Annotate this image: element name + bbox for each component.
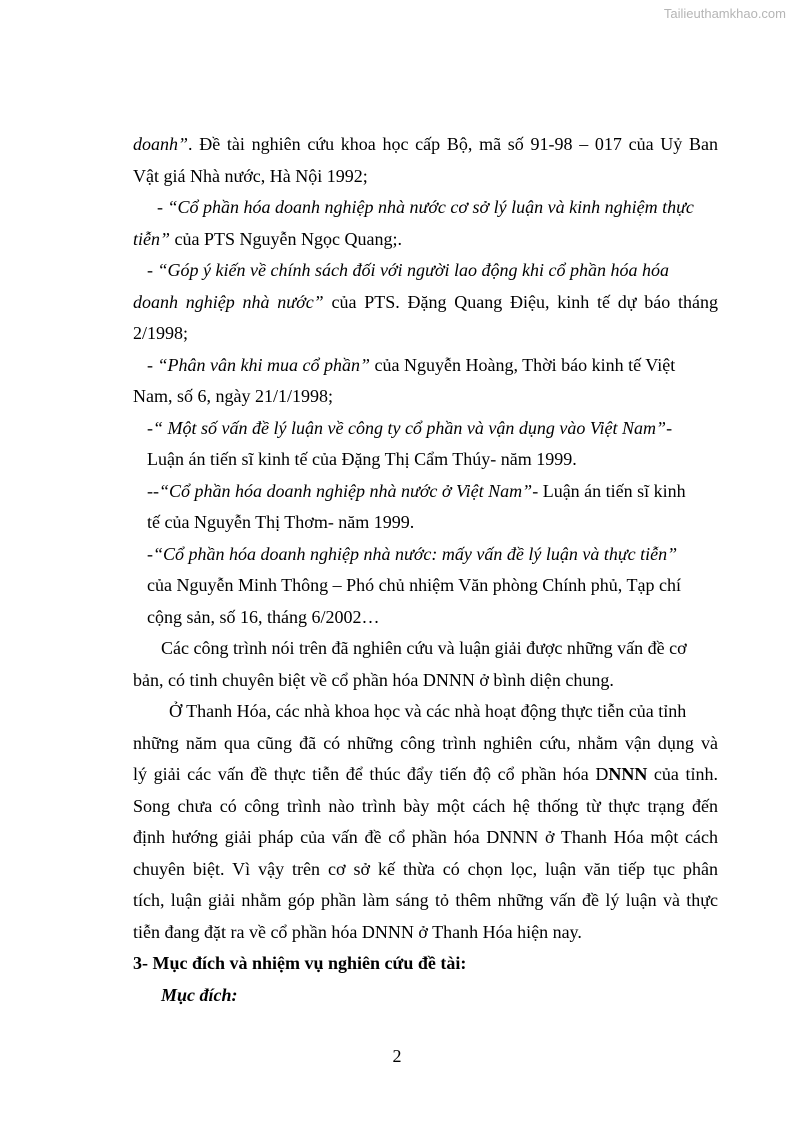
line-text: bản, có tinh chuyên biệt về cổ phần hóa DNNN ở bình diện chung. [133,669,614,690]
line-text: tiễn đang đặt ra về cổ phần hóa DNNN ở Thanh Hóa hiện nay. [133,921,582,942]
line-text: - Luận án tiến sĩ kinh [532,480,686,501]
line-text: Ở Thanh Hóa, các nhà khoa học và các nhà hoạt động thực tiễn của tỉnh [169,701,687,721]
line-text: Các công trình nói trên đã nghiên cứu và luận giải được những vấn đề cơ [161,638,687,658]
italic-title: “ Một số vấn đề lý luận về công ty cổ phần và vận dụng vào Việt Nam” [153,417,667,438]
italic-title: “Cổ phần hóa doanh nghiệp nhà nước ở Việt Nam” [159,480,533,501]
text-line [133,287,718,319]
text-line [133,381,718,413]
list-dash: - [147,354,158,375]
text-line [133,161,718,193]
text-line [133,318,718,350]
text-line [133,413,718,445]
section-subheading [133,980,718,1012]
line-text: của PTS. Đặng Quang Điệu, kinh tế dự báo tháng [323,291,718,312]
line-text: Song chưa có công trình nào trình bày một cách hệ thống từ thực trạng đến [133,795,718,816]
watermark-text: Tailieuthamkhao.com [663,6,786,21]
text-line [133,129,718,161]
line-text: Luận án tiến sĩ kinh tế của Đặng Thị Cẩm Thúy- năm 1999. [147,449,577,469]
bold-text: NNN [608,764,648,784]
text-line [133,633,718,665]
text-line [133,224,718,256]
list-dash: - [157,197,168,217]
line-text: của Nguyễn Minh Thông – Phó chủ nhiệm Văn phòng Chính phủ, Tạp chí [147,575,681,595]
line-text: của Nguyễn Hoàng, Thời báo kinh tế Việt [369,354,676,375]
line-text: 2/1998; [133,323,189,343]
text-line [133,350,718,382]
line-text: Nam, số 6, ngày 21/1/1998; [133,386,333,406]
text-line [133,255,718,287]
line-text: Vật giá Nhà nước, Hà Nội 1992; [133,165,368,186]
italic-title: “Cổ phần hóa doanh nghiệp nhà nước cơ sở lý luận và kinh nghiệm thực [167,197,694,217]
italic-title: “Cổ phần hóa doanh nghiệp nhà nước: mấy vấn đề lý luận và thực tiễn” [153,543,678,564]
text-line [133,728,718,760]
text-line [133,476,718,508]
italic-title: “Phân vân khi mua cổ phần” [157,354,370,375]
italic-title: “Góp ý kiến về chính sách đối với người lao động khi cổ phần hóa hóa [157,260,669,280]
text-line [133,759,718,791]
line-text: cộng sản, số 16, tháng 6/2002… [147,606,380,627]
list-dash: - [147,543,153,564]
line-text: chuyên biệt. Vì vậy trên cơ sở kế thừa có chọn lọc, luận văn tiếp tục phân [133,858,718,879]
text-line [133,665,718,697]
subheading-text: Mục đích: [161,984,238,1005]
line-text: lý giải các vấn đề thực tiễn để thúc đẩy tiến độ cổ phần hóa D [133,764,609,784]
line-text: tế của Nguyễn Thị Thơm- năm 1999. [147,512,415,532]
list-dash: - [147,260,158,280]
list-dash: -- [147,480,159,501]
text-line [133,854,718,886]
line-text: định hướng giải pháp của vấn đề cổ phần hóa DNNN ở Thanh Hóa một cách [133,827,718,847]
italic-title: tiễn” [133,228,171,249]
italic-title: doanh” [133,134,189,154]
text-line [133,696,718,728]
line-text: . Đề tài nghiên cứu khoa học cấp Bộ, mã số 91-98 – 017 của Uỷ Ban [188,134,718,154]
text-line [133,822,718,854]
text-line [133,791,718,823]
section-heading: 3- Mục đích và nhiệm vụ nghiên cứu đề tài: [133,953,467,973]
line-text: của PTS Nguyễn Ngọc Quang;. [170,228,402,249]
text-line [133,885,718,917]
text-line [133,539,718,571]
text-line [133,192,718,224]
text-line [133,917,718,949]
line-text: của tỉnh. [647,764,718,784]
list-dash: - [147,417,153,438]
italic-title: doanh nghiệp nhà nước” [133,291,324,312]
document-body [133,129,718,1011]
line-text: những năm qua cũng đã có những công trình nghiên cứu, nhằm vận dụng và [133,732,718,753]
text-line [133,444,718,476]
text-line [133,570,718,602]
page-number: 2 [392,1046,402,1066]
text-line [133,602,718,634]
line-text: tích, luận giải nhằm góp phần làm sáng tỏ thêm những vấn đề lý luận và thực [133,890,718,910]
text-line [133,507,718,539]
line-text: - [666,417,673,438]
